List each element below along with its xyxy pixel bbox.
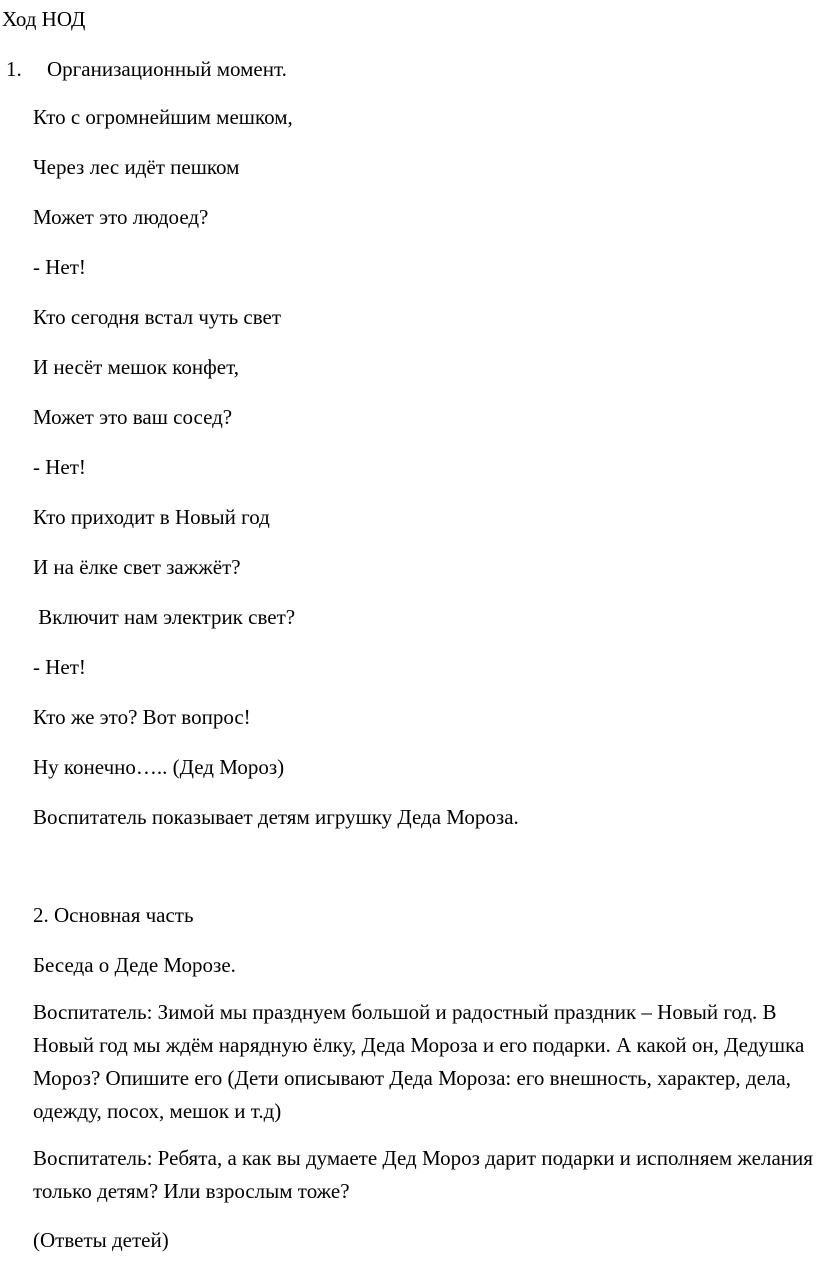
poem-line: И на ёлке свет зажжёт? bbox=[33, 555, 241, 579]
section-1-number: 1. bbox=[6, 57, 22, 81]
section-2-subtitle: Беседа о Деде Морозе. bbox=[33, 953, 236, 977]
poem-line: Кто же это? Вот вопрос! bbox=[33, 705, 251, 729]
poem-line: Кто сегодня встал чуть свет bbox=[33, 305, 282, 329]
poem-line: Может это ваш сосед? bbox=[33, 405, 233, 429]
poem-line: Ну конечно….. (Дед Мороз) bbox=[33, 755, 285, 779]
poem-line: - Нет! bbox=[33, 255, 86, 279]
poem-line: И несёт мешок конфет, bbox=[33, 355, 239, 379]
poem-line: - Нет! bbox=[33, 655, 86, 679]
poem-line: Может это людоед? bbox=[33, 205, 209, 229]
children-answers: (Ответы детей) bbox=[33, 1228, 169, 1252]
poem-line: - Нет! bbox=[33, 455, 86, 479]
poem-line: Воспитатель показывает детям игрушку Деда Мороза. bbox=[33, 805, 519, 829]
section-1-title: Организационный момент. bbox=[47, 57, 287, 81]
poem-line: Включит нам электрик свет? bbox=[33, 605, 296, 629]
poem-line: Кто приходит в Новый год bbox=[33, 505, 270, 529]
section-2-title: 2. Основная часть bbox=[33, 903, 194, 927]
poem-line: Кто с огромнейшим мешком, bbox=[33, 105, 293, 129]
teacher-paragraph: Воспитатель: Ребята, а как вы думаете Дед Мороз дарит подарки и исполняем желания только детям? Или взрослым тоже? bbox=[33, 1146, 813, 1203]
poem-line: Через лес идёт пешком bbox=[33, 155, 240, 179]
teacher-paragraph: Воспитатель: Зимой мы празднуем большой и радостный праздник – Новый год. В Новый год мы ждём нарядную ёлку, Деда Мороза и его подарки. А какой он, Дедушка Мороз? Опишите его (Дети описывают Деда Мороза: его внешность, характер, дела, одежду, посох, мешок и т.д) bbox=[33, 1000, 805, 1123]
page-heading: Ход НОД bbox=[2, 7, 86, 31]
